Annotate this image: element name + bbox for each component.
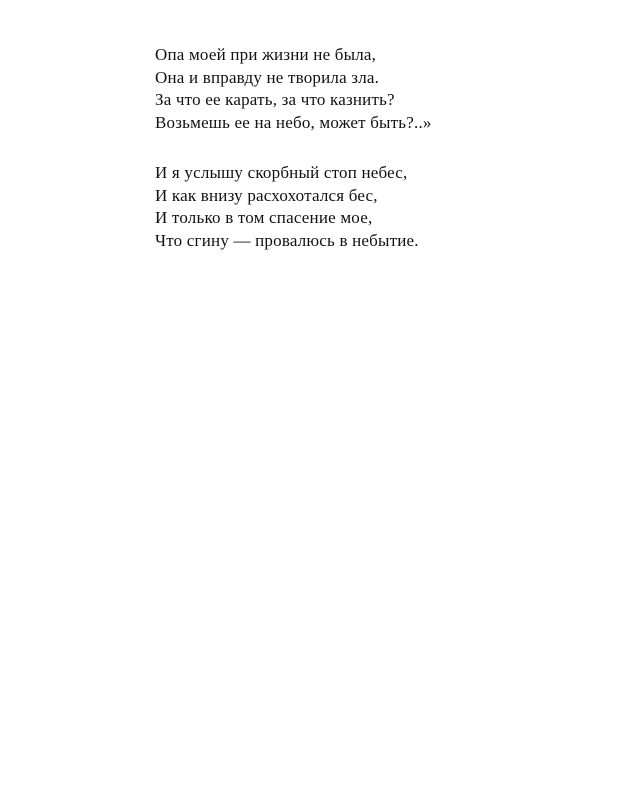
poem-line: И как внизу расхохотался бес, — [155, 185, 378, 205]
poem-stanza-2 — [155, 162, 419, 252]
poem-stanza-1 — [155, 44, 432, 134]
poem-line: Опа моей при жизни не была, — [155, 45, 377, 64]
poem-line: И я услышу скорбный стоп небес, — [155, 163, 408, 182]
poem-line: За что ее карать, за что казнить? — [155, 90, 395, 109]
poem-line: Что сгину — провалюсь в небытие. — [155, 230, 419, 250]
poem-line: Возьмешь ее на небо, может быть?..» — [155, 112, 432, 132]
poem-line: Она и вправду не творила зла. — [155, 67, 380, 87]
poem-line: И только в том спасение мое, — [155, 208, 373, 227]
